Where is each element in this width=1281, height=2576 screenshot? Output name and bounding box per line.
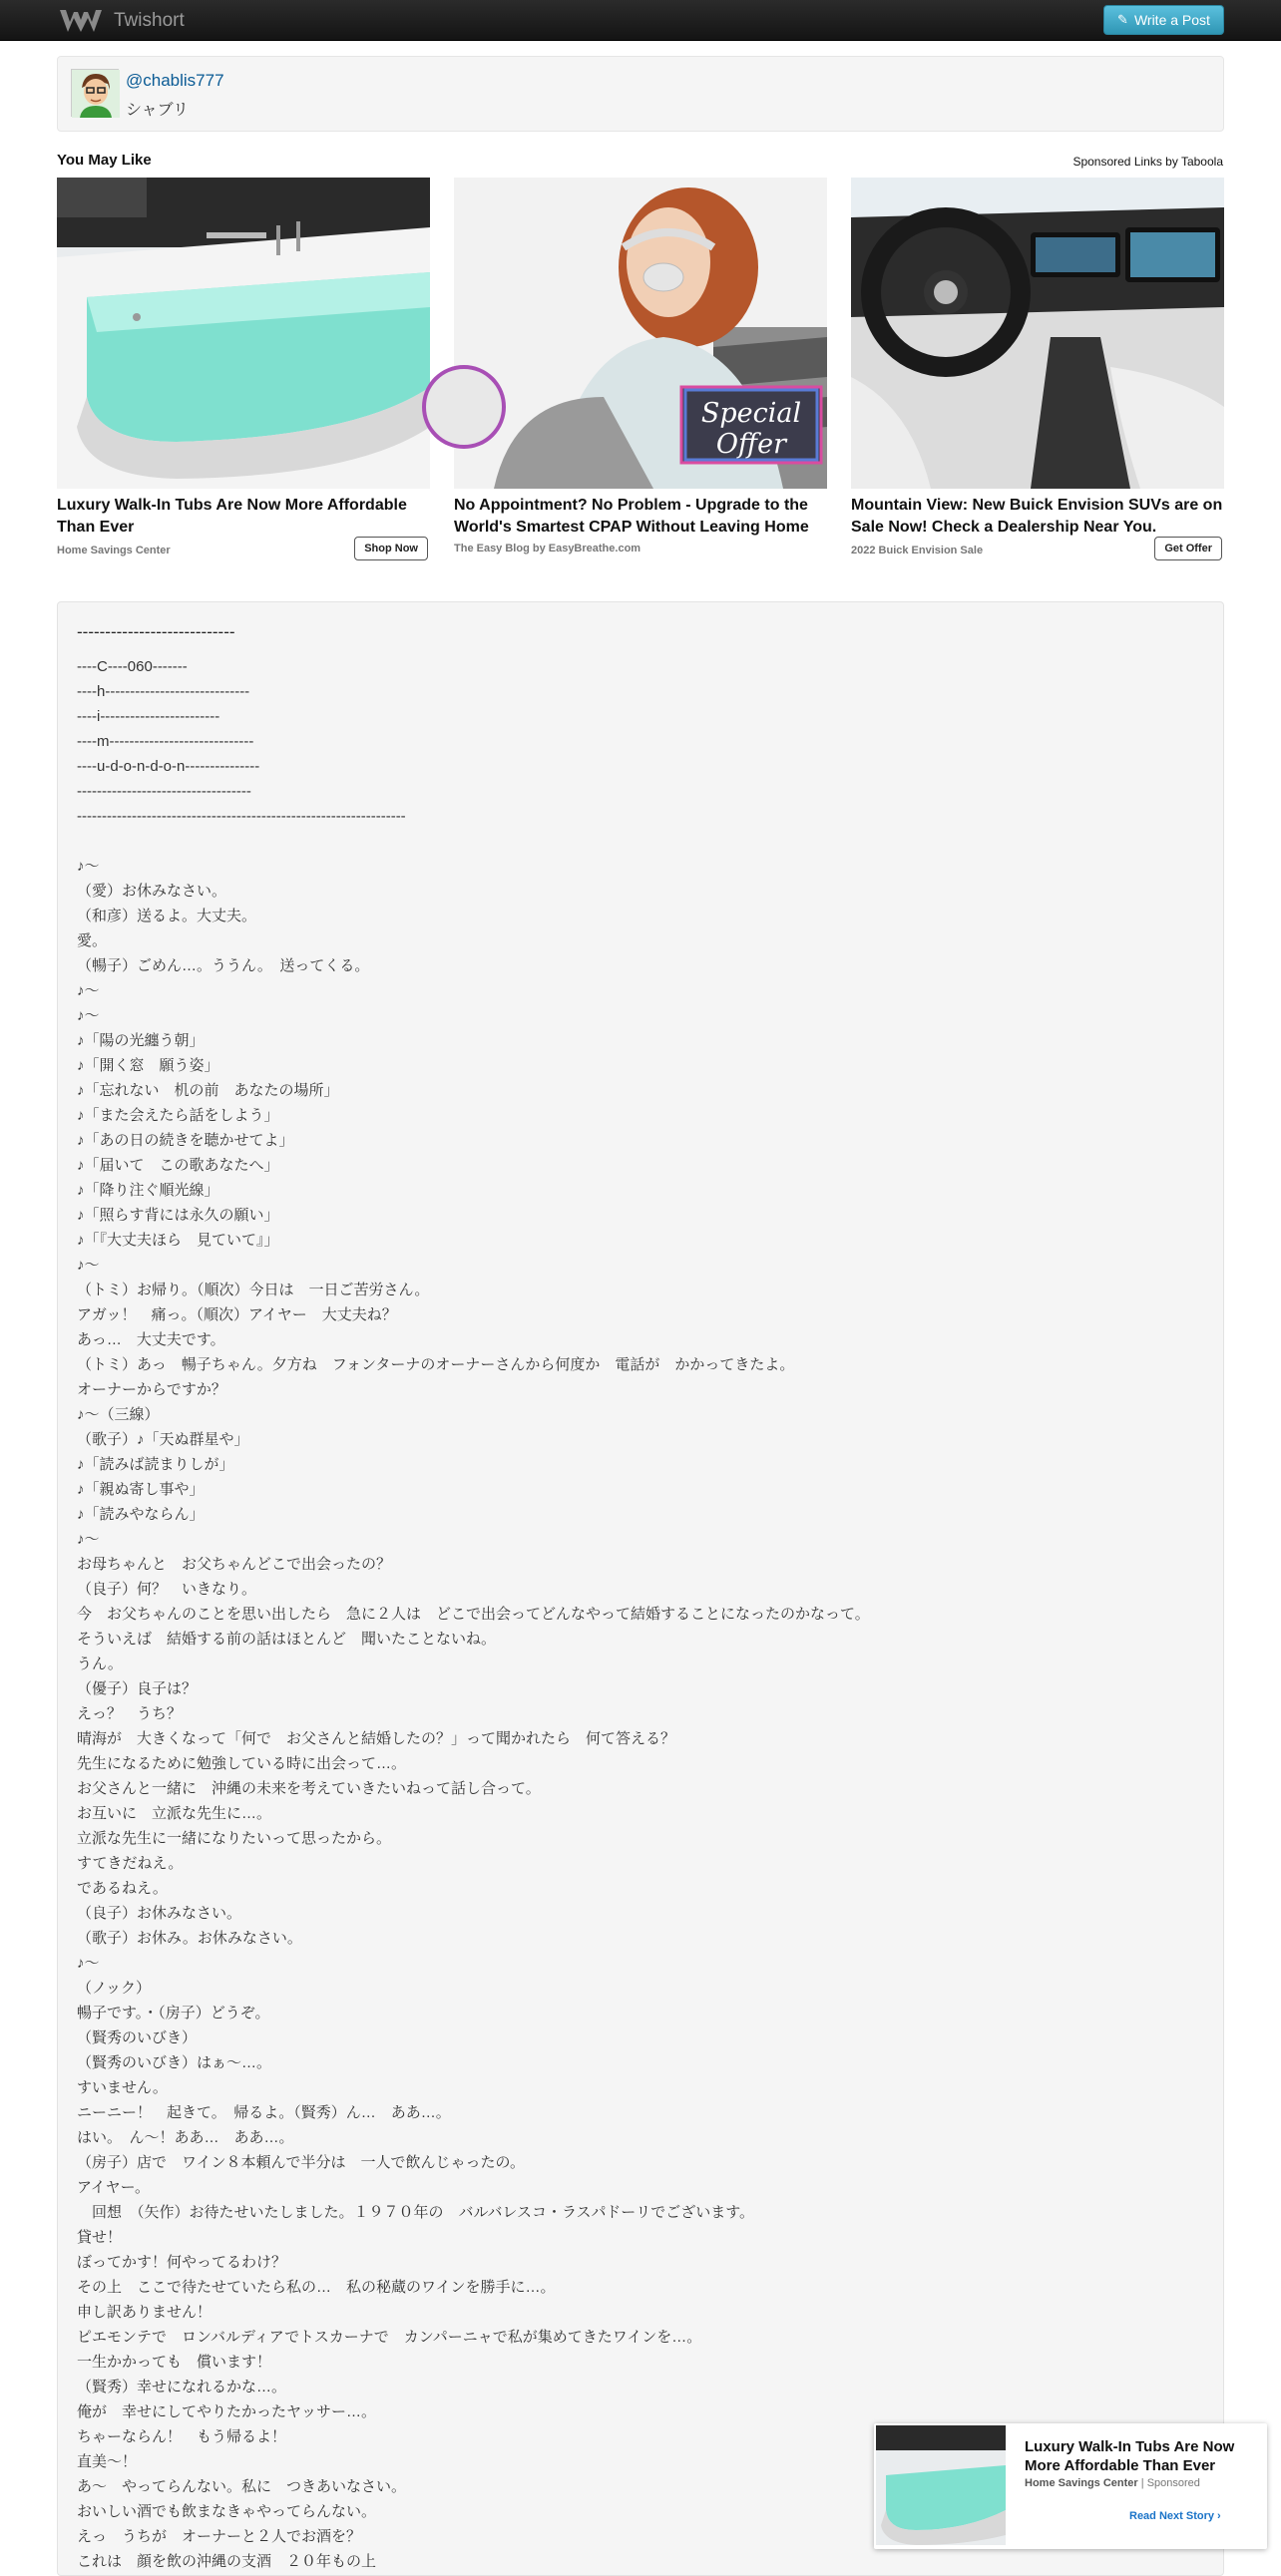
ad-image-car[interactable] xyxy=(851,178,1224,489)
post-line: ♪「あの日の続きを聴かせてよ」 xyxy=(77,1132,294,1149)
post-line: 今 お父ちゃんのことを思い出したら 急に２人は どこで出会ってどんなやって結婚することになったのかなって。 xyxy=(77,1606,870,1623)
post-line: ♪「『大丈夫ほら 見ていて』」 xyxy=(77,1232,279,1249)
post-line: 先生になるために勉強している時に出会って…。 xyxy=(77,1755,407,1772)
recommendations-heading: You May Like xyxy=(57,152,152,169)
post-line: （賢秀）幸せになれるかな…。 xyxy=(77,2379,287,2395)
post-line: ----------------------------------- xyxy=(77,783,251,800)
post-line: ♪「届いて この歌あなたへ」 xyxy=(77,1157,279,1174)
post-line: ----h----------------------------- xyxy=(77,683,250,700)
shop-now-button[interactable]: Shop Now xyxy=(354,537,428,560)
post-line: （暢子）ごめん…。ううん。 送ってくる。 xyxy=(77,957,370,974)
post-line: はい。 ん～！ああ… ああ…。 xyxy=(77,2129,294,2146)
post-line: お互いに 立派な先生に…。 xyxy=(77,1805,272,1822)
author-display-name: シャブリ xyxy=(126,102,190,119)
post-line: すいません。 xyxy=(77,2079,168,2096)
post-line: 晴海が 大きくなって「何で お父さんと結婚したの？」って聞かれたら 何て答える？ xyxy=(77,1730,676,1747)
ad-card[interactable] xyxy=(57,178,430,566)
post-line: 回想 （矢作）お待たせいたしました。１９７０年の バルバレスコ・ラスパドーリでございます。 xyxy=(77,2204,755,2221)
post-line: 愛。 xyxy=(77,932,108,949)
post-line: （房子）店で ワイン８本頼んで半分は 一人で飲んじゃったの。 xyxy=(77,2154,525,2171)
post-line: （ノック） xyxy=(77,1980,151,1997)
post-line: （良子）お休みなさい。 xyxy=(77,1905,242,1922)
post-line: （優子）良子は？ xyxy=(77,1680,198,1697)
post-line: （良子）何？ いきなり。 xyxy=(77,1581,257,1598)
ad-card[interactable] xyxy=(454,178,827,566)
ad-source: 2022 Buick Envision Sale xyxy=(851,545,984,556)
post-line: えっ？ うち？ xyxy=(77,1705,183,1722)
post-line: ----m----------------------------- xyxy=(77,733,254,750)
post-line: （トミ）お帰り。（順次）今日は 一日ご苦労さん。 xyxy=(77,1282,430,1298)
read-next-widget[interactable] xyxy=(874,2423,1267,2549)
top-navbar xyxy=(0,0,1281,41)
post-line: アイヤー。 xyxy=(77,2179,151,2196)
post-line: 立派な先生に一緒になりたいって思ったから。 xyxy=(77,1830,392,1847)
post-line: （トミ）あっ 暢子ちゃん。夕方ね フォンターナのオーナーさんから何度か 電話が かかってきたよ。 xyxy=(77,1356,795,1373)
post-line: ♪～ xyxy=(77,1955,100,1972)
post-line: あっ… 大丈夫です。 xyxy=(77,1331,225,1348)
post-line: ぼってかす！何やってるわけ？ xyxy=(77,2254,287,2271)
post-line: ♪～（三線） xyxy=(77,1406,160,1423)
sponsored-links-label[interactable]: Sponsored Links by Taboola xyxy=(1072,155,1223,169)
get-offer-button[interactable]: Get Offer xyxy=(1154,537,1222,560)
post-line: ♪「親ぬ寄し事や」 xyxy=(77,1481,205,1498)
post-line: アガッ！ 痛っ。（順次）アイヤー 大丈夫ね？ xyxy=(77,1306,397,1323)
post-line: ------------------------------------------------------------------ xyxy=(77,808,406,825)
post-text xyxy=(77,654,1214,2574)
ad-title[interactable]: Mountain View: New Buick Envision SUVs are on Sale Now! Check a Dealership Near You. xyxy=(851,497,1223,536)
post-line: おいしい酒でも飲まなきゃやってらんない。 xyxy=(77,2503,377,2520)
post-line: （歌子）お休み。お休みなさい。 xyxy=(77,1930,302,1947)
post-line: ♪「陽の光纏う朝」 xyxy=(77,1032,205,1049)
post-line: すてきだねえ。 xyxy=(77,1855,184,1872)
ad-title[interactable]: No Appointment? No Problem - Upgrade to the World's Smartest CPAP Without Leaving Home xyxy=(454,497,809,536)
post-line: その上 ここで待たせていたら私の… 私の秘蔵のワインを勝手に…。 xyxy=(77,2279,556,2296)
post-line: （和彦）送るよ。大丈夫。 xyxy=(77,908,257,924)
post-line: 直美～！ xyxy=(77,2453,138,2470)
post-line: であるねえ。 xyxy=(77,1880,168,1897)
write-post-label: Write a Post xyxy=(1133,12,1210,28)
twishort-logo-icon xyxy=(58,6,104,36)
read-next-link[interactable]: Read Next Story › xyxy=(1129,2510,1221,2522)
write-post-button[interactable] xyxy=(1103,5,1224,35)
post-line: ピエモンテで ロンバルディアでトスカーナで カンパーニャで私が集めてきたワインを…。 xyxy=(77,2329,702,2346)
ad-source: The Easy Blog by EasyBreathe.com xyxy=(454,543,641,554)
post-line: ちゃーならん！ もう帰るよ！ xyxy=(77,2428,287,2445)
brand-name: Twishort xyxy=(114,9,185,31)
post-line: ----C----060------- xyxy=(77,658,188,675)
post-line: これは 顔を飲の沖縄の支酒 ２０年もの上 xyxy=(77,2553,377,2570)
ad-title[interactable]: Luxury Walk-In Tubs Are Now More Affordable Than Ever xyxy=(57,497,407,536)
post-line: ♪「読みば読まりしが」 xyxy=(77,1456,234,1473)
edit-icon: ✎ xyxy=(1117,12,1128,27)
ad-image-tub[interactable] xyxy=(57,178,430,489)
avatar[interactable] xyxy=(71,69,119,117)
post-line: お母ちゃんと お父ちゃんどこで出会ったの？ xyxy=(77,1556,392,1573)
post-line: 貸せ！ xyxy=(77,2229,123,2246)
post-line: ♪～ xyxy=(77,1257,100,1274)
post-line: ♪～ xyxy=(77,1531,100,1548)
post-line: ♪「降り注ぐ順光線」 xyxy=(77,1182,219,1199)
ad-card[interactable] xyxy=(851,178,1224,566)
read-next-image[interactable] xyxy=(876,2425,1006,2545)
post-line: （歌子）♪「天ぬ群星や」 xyxy=(77,1431,249,1448)
post-line: オーナーからですか？ xyxy=(77,1381,226,1398)
post-line: えっ うちが オーナーと２人でお酒を？ xyxy=(77,2528,362,2545)
post-line: ♪「読みやならん」 xyxy=(77,1506,205,1523)
post-line xyxy=(77,829,1214,854)
avatar-image xyxy=(72,70,120,118)
special-offer-line1: Special xyxy=(700,398,802,429)
post-line: お父さんと一緒に 沖縄の未来を考えていきたいねって話し合って。 xyxy=(77,1780,541,1797)
post-line: ----u-d-o-n-d-o-n--------------- xyxy=(77,758,260,775)
post-line: （愛）お休みなさい。 xyxy=(77,883,227,900)
ad-image-cpap[interactable] xyxy=(454,178,827,489)
author-header xyxy=(57,56,1224,132)
post-line: あ～ やってらんない。私に つきあいなさい。 xyxy=(77,2478,407,2495)
read-next-source: Home Savings Center | Sponsored xyxy=(1025,2477,1200,2489)
post-line: 申し訳ありません！ xyxy=(77,2304,213,2321)
author-username[interactable]: @chablis777 xyxy=(126,71,224,90)
post-heading: ---------------------------- xyxy=(77,622,235,641)
read-next-title[interactable]: Luxury Walk-In Tubs Are Now More Affordable Than Ever xyxy=(1025,2438,1235,2474)
brand-link[interactable] xyxy=(58,4,185,37)
post-line: ♪「忘れない 机の前 あなたの場所」 xyxy=(77,1082,339,1099)
post-line: ♪「また会えたら話をしよう」 xyxy=(77,1107,279,1124)
post-line: ♪「開く窓 願う姿」 xyxy=(77,1057,219,1074)
post-line: 暢子です。・（房子）どうぞ。 xyxy=(77,2005,270,2022)
post-line: （賢秀のいびき）はぁ～…。 xyxy=(77,2054,272,2071)
post-line: （賢秀のいびき） xyxy=(77,2029,198,2046)
post-line: ニーニー！ 起きて。 帰るよ。（賢秀）ん… ああ…。 xyxy=(77,2104,451,2121)
post-line: ♪～ xyxy=(77,858,100,875)
post-line: 俺が 幸せにしてやりたかったヤッサー…。 xyxy=(77,2403,377,2420)
ad-source: Home Savings Center xyxy=(57,545,171,556)
post-line: 一生かかっても 償います！ xyxy=(77,2354,272,2371)
post-line: うん。 xyxy=(77,1656,123,1672)
post-line: ♪～ xyxy=(77,982,100,999)
post-line: ♪「照らす背には永久の願い」 xyxy=(77,1207,279,1224)
post-content xyxy=(57,601,1224,2576)
post-line: ♪～ xyxy=(77,1007,100,1024)
post-line: そういえば 結婚する前の話はほとんど 聞いたことないね。 xyxy=(77,1631,497,1648)
special-offer-line2: Offer xyxy=(715,429,787,460)
post-line: ----i------------------------ xyxy=(77,708,220,725)
